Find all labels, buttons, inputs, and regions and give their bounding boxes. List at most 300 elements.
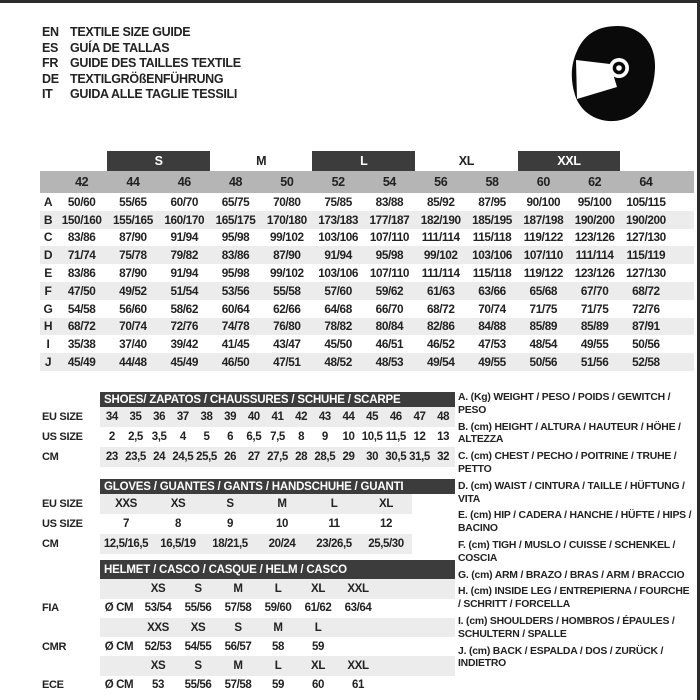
- table-cell: 52/58: [632, 355, 660, 370]
- gloves-cell: 18/21,5: [212, 538, 248, 550]
- shoes-section: [42, 392, 455, 467]
- table-row: [40, 229, 694, 247]
- shoes-cell: 29: [342, 451, 355, 463]
- standard-label-cmr: CMR: [42, 640, 67, 653]
- table-cell: 41/45: [221, 337, 250, 352]
- shoes-cell: 2: [108, 431, 115, 443]
- table-cell: 83/86: [221, 248, 250, 263]
- helmet-size-header: L: [274, 660, 282, 673]
- standard-label-fia: FIA: [42, 602, 59, 615]
- guide-title: TEXTILE SIZE GUIDE: [70, 25, 191, 39]
- gloves-cell: 23/26,5: [316, 538, 352, 550]
- table-cell: 46/50: [221, 355, 250, 370]
- table-cell: 48/54: [529, 337, 558, 352]
- table-cell: 150/160: [61, 212, 102, 227]
- shoes-cell: 47: [413, 411, 426, 423]
- table-cell: 173/183: [318, 212, 359, 227]
- helmet-size-header: M: [233, 582, 243, 595]
- row-label: J: [44, 355, 52, 370]
- table-cell: 70/74: [478, 301, 506, 316]
- legend-item: E. (cm) HIP / CADERA / HANCHE / HÜFTE / HIPS / BACINO: [458, 510, 692, 535]
- gloves-cell: 7: [123, 518, 129, 530]
- gloves-cell: 8: [175, 518, 181, 530]
- table-cell: 103/106: [318, 266, 359, 281]
- table-cell: 71/74: [67, 248, 96, 263]
- shoes-cell: 24: [153, 451, 166, 463]
- helmet-value-cell: 57/58: [224, 679, 252, 692]
- table-cell: 85/92: [426, 194, 455, 209]
- helmet-standard-row: [42, 676, 455, 695]
- gloves-cell: 16,5/19: [160, 538, 196, 550]
- gloves-cell: XXS: [115, 498, 137, 510]
- gloves-row-grid: [100, 494, 412, 514]
- table-row: [40, 335, 694, 353]
- row-label: E: [44, 266, 52, 281]
- table-cell: 91/94: [324, 248, 352, 263]
- gloves-row: [42, 494, 455, 514]
- table-cell: 119/122: [523, 266, 563, 281]
- table-cell: 127/130: [625, 266, 666, 281]
- table-cell: 53/56: [221, 283, 250, 298]
- language-row: [42, 87, 241, 103]
- gloves-section: [42, 479, 455, 554]
- helmet-value-cell: 54/55: [184, 640, 212, 653]
- table-cell: 115/118: [472, 266, 512, 281]
- gloves-row-label: US SIZE: [42, 518, 83, 530]
- table-row: [40, 246, 694, 264]
- standard-label-ece: ECE: [42, 679, 64, 692]
- gloves-title-row: [42, 479, 455, 494]
- shoes-cell: 40: [247, 411, 260, 423]
- language-code: DE: [42, 71, 59, 86]
- shoes-cell: 27,5: [267, 451, 288, 463]
- shoes-cell: 38: [200, 411, 213, 423]
- guide-title: GUIDA ALLE TAGLIE TESSILI: [70, 87, 238, 101]
- table-cell: 46/51: [375, 337, 404, 352]
- table-cell: 64/68: [324, 301, 352, 316]
- table-cell: 45/50: [324, 337, 352, 352]
- gloves-cell: XL: [379, 498, 393, 510]
- table-cell: 68/72: [632, 283, 660, 298]
- helmet-size-header: XS: [150, 582, 166, 595]
- language-header: [42, 25, 241, 103]
- helmet-size-header: S: [194, 582, 202, 595]
- table-cell: 165/175: [215, 212, 256, 227]
- helmet-size-header: L: [314, 621, 322, 634]
- legend-item: F. (cm) TIGH / MUSLO / CUISSE / SCHENKEL / COSCIA: [458, 539, 676, 564]
- table-cell: 66/70: [375, 301, 404, 316]
- shoes-row: [42, 427, 455, 447]
- guide-title: GUIDE DES TAILLES TEXTILE: [70, 56, 241, 70]
- diameter-unit-label: Ø CM: [104, 640, 134, 653]
- shoes-cell: 39: [224, 411, 237, 423]
- gloves-cell: 10: [276, 518, 288, 530]
- table-cell: 43/47: [273, 337, 301, 352]
- shoes-cell: 41: [271, 411, 284, 423]
- gloves-row-label: EU SIZE: [42, 498, 83, 510]
- helmet-size-header: M: [273, 621, 283, 634]
- table-cell: 123/126: [574, 266, 615, 281]
- table-cell: 37/40: [119, 337, 147, 352]
- helmet-value-cell: 52/53: [144, 640, 172, 653]
- table-cell: 111/114: [575, 248, 614, 263]
- helmet-sizes-row: [42, 656, 455, 675]
- table-cell: 67/70: [580, 283, 609, 298]
- table-cell: 57/60: [324, 283, 352, 298]
- table-cell: 60/70: [170, 194, 198, 209]
- language-row: [42, 41, 241, 57]
- textile-size-table: [40, 147, 694, 371]
- gloves-row-grid: [100, 534, 412, 554]
- size-column-header: 56: [434, 175, 448, 189]
- helmet-size-header: L: [274, 582, 282, 595]
- table-cell: 48/53: [375, 355, 404, 370]
- shoes-cell: 23,5: [125, 451, 146, 463]
- row-label: I: [46, 337, 50, 352]
- table-cell: 51/54: [170, 283, 198, 298]
- shoes-cell: 25,5: [196, 451, 217, 463]
- shoes-cell: 11,5: [385, 431, 406, 443]
- table-cell: 44/48: [119, 355, 147, 370]
- shoes-cell: 12: [413, 431, 426, 443]
- table-cell: 75/78: [119, 248, 147, 263]
- table-cell: 87/95: [478, 194, 506, 209]
- table-cell: 58/62: [170, 301, 198, 316]
- shoes-cell: 28: [295, 451, 308, 463]
- table-cell: 61/63: [426, 283, 455, 298]
- helmet-sizes-grid: [100, 656, 455, 675]
- language-row: [42, 72, 241, 88]
- table-cell: 187/198: [523, 212, 564, 227]
- gloves-cell: S: [226, 498, 234, 510]
- helmet-value-cell: 59: [312, 640, 324, 653]
- size-column-header: 48: [228, 175, 243, 189]
- helmet-size-header: XS: [190, 621, 206, 634]
- helmet-size-header: XXL: [347, 660, 369, 673]
- helmet-value-cell: 55/56: [184, 679, 212, 692]
- table-cell: 87/91: [632, 319, 660, 334]
- helmet-size-header: S: [234, 621, 242, 634]
- label-spacer: [42, 560, 100, 579]
- guide-title: TEXTILGRÖßENFÜHRUNG: [70, 71, 224, 86]
- helmet-size-header: XL: [311, 660, 325, 673]
- table-cell: 49/52: [119, 283, 147, 298]
- size-group-s: S: [107, 151, 210, 171]
- shoes-cell: 6: [227, 431, 234, 443]
- size-group-xxl: XXL: [518, 151, 621, 171]
- table-cell: 50/56: [529, 355, 558, 370]
- table-row: [40, 282, 694, 300]
- size-column-header: 44: [126, 175, 140, 189]
- table-cell: 105/115: [626, 194, 666, 209]
- table-cell: 49/54: [426, 355, 455, 370]
- table-cell: 190/200: [574, 212, 615, 227]
- legend-item: C. (cm) CHEST / PECHO / POITRINE / TRUHE / PETTO: [458, 451, 677, 475]
- legend-item: G. (cm) ARM / BRAZO / BRAS / ARM / BRACCIO: [458, 569, 685, 581]
- gloves-cell: M: [277, 498, 287, 510]
- table-cell: 185/195: [472, 212, 512, 227]
- helmet-size-header: XL: [311, 582, 325, 595]
- table-cell: 84/88: [478, 319, 506, 334]
- shoes-cell: 2,5: [128, 431, 143, 443]
- helmet-sizes-grid: [100, 579, 455, 598]
- shoes-cell: 5: [203, 431, 210, 443]
- table-cell: 71/75: [580, 301, 609, 316]
- row-label: A: [43, 194, 53, 209]
- language-row: [42, 56, 241, 72]
- shoes-title-bar: SHOES/ ZAPATOS / CHAUSSURES / SCHUHE / SCARPE: [100, 392, 455, 407]
- shoes-cell: 24,5: [172, 451, 194, 463]
- table-cell: 182/190: [420, 212, 461, 227]
- size-column-header: 42: [75, 175, 89, 189]
- table-cell: 103/106: [318, 230, 359, 245]
- table-cell: 65/68: [529, 283, 558, 298]
- table-cell: 87/90: [273, 248, 301, 263]
- table-cell: 87/90: [119, 266, 147, 281]
- shoes-cell: 44: [342, 411, 355, 423]
- table-cell: 95/98: [221, 230, 250, 245]
- table-cell: 55/65: [119, 194, 147, 209]
- gloves-cell: 11: [328, 518, 340, 530]
- row-label: H: [43, 319, 53, 334]
- shoes-cell: 37: [176, 411, 189, 423]
- table-cell: 95/100: [577, 194, 612, 209]
- table-cell: 111/114: [421, 230, 460, 245]
- language-row: [42, 25, 241, 41]
- measurement-legend: [458, 392, 692, 675]
- shoes-cell: 31,5: [409, 451, 430, 463]
- language-code: EN: [42, 25, 59, 39]
- table-cell: 78/82: [324, 319, 352, 334]
- legend-item: A. (Kg) WEIGHT / PESO / POIDS / GEWITCH / PESO: [458, 392, 671, 416]
- table-cell: 115/118: [472, 230, 512, 245]
- shoes-row-label: US SIZE: [42, 431, 83, 443]
- helmet-value-cell: 53/54: [144, 602, 172, 615]
- legend-item: I. (cm) SHOULDERS / HOMBROS / ÉPAULES / SCHULTERN / SPALLE: [458, 615, 675, 640]
- helmet-sizes-row: [42, 618, 455, 637]
- guide-title: GUÍA DE TALLAS: [70, 40, 170, 55]
- table-cell: 68/72: [67, 319, 96, 334]
- shoes-cell: 7,5: [270, 431, 285, 443]
- table-cell: 72/76: [170, 319, 198, 334]
- table-cell: 155/165: [113, 212, 153, 227]
- table-row: [40, 193, 694, 211]
- helmet-size-header: XS: [150, 660, 166, 673]
- table-cell: 190/200: [625, 212, 666, 227]
- table-cell: 83/88: [375, 194, 404, 209]
- size-column-header: 52: [331, 175, 345, 189]
- table-cell: 99/102: [269, 266, 304, 281]
- shoes-cell: 8: [298, 431, 305, 443]
- gloves-cell: 12: [380, 518, 392, 530]
- gloves-cell: 20/24: [268, 538, 296, 550]
- diameter-unit-label: Ø CM: [104, 679, 134, 692]
- shoes-row-grid: [100, 427, 455, 447]
- shoes-cell: 10: [342, 431, 355, 443]
- language-code: FR: [42, 56, 59, 70]
- row-label: F: [44, 283, 52, 298]
- table-cell: 103/106: [472, 248, 512, 263]
- gloves-cell: 25,5/30: [368, 538, 404, 550]
- table-cell: 72/76: [632, 301, 660, 316]
- helmet-title-row: [42, 560, 455, 579]
- table-cell: 115/119: [626, 248, 666, 263]
- table-cell: 95/98: [375, 248, 404, 263]
- shoes-cell: 26: [224, 451, 237, 463]
- gloves-cell: 9: [227, 518, 233, 530]
- table-cell: 49/55: [478, 355, 506, 370]
- table-cell: 50/56: [632, 337, 660, 352]
- table-row: [40, 353, 694, 371]
- size-column-header: 64: [639, 175, 653, 189]
- row-label: B: [43, 212, 53, 227]
- row-label: D: [43, 248, 53, 263]
- table-cell: 119/122: [523, 230, 563, 245]
- shoes-row-grid: [100, 447, 455, 467]
- measurement-rows: [40, 193, 694, 371]
- table-cell: 54/58: [67, 301, 96, 316]
- shoes-cell: 3,5: [151, 431, 167, 443]
- shoes-cell: 42: [295, 411, 308, 423]
- shoes-title-row: [42, 392, 455, 407]
- helmet-value-cell: 59/60: [264, 602, 292, 615]
- table-cell: 90/100: [526, 194, 561, 209]
- shoes-cell: 30,5: [385, 451, 407, 463]
- table-cell: 59/62: [375, 283, 404, 298]
- size-group-band: [40, 147, 694, 171]
- size-group-m: M: [256, 154, 267, 168]
- table-cell: 50/60: [67, 194, 96, 209]
- table-cell: 99/102: [269, 230, 304, 245]
- table-cell: 70/80: [273, 194, 301, 209]
- shoes-row: [42, 407, 455, 427]
- table-cell: 87/90: [119, 230, 147, 245]
- table-cell: 47/51: [273, 355, 301, 370]
- helmet-value-cell: 60: [312, 679, 324, 692]
- table-cell: 65/75: [221, 194, 250, 209]
- shoes-cell: 9: [321, 431, 328, 443]
- diameter-unit-label: Ø CM: [104, 602, 134, 615]
- helmet-value-cell: 63/64: [344, 602, 372, 615]
- table-cell: 47/50: [67, 283, 96, 298]
- size-group-xl: XL: [458, 154, 475, 168]
- table-cell: 91/94: [170, 230, 198, 245]
- gloves-row: [42, 514, 455, 534]
- shoes-row-label: CM: [42, 451, 59, 463]
- shoes-cell: 4: [179, 431, 186, 443]
- table-cell: 45/49: [67, 355, 96, 370]
- helmet-value-cell: 61: [352, 679, 364, 692]
- table-row: [40, 264, 694, 282]
- helmet-value-cell: 57/58: [224, 602, 252, 615]
- table-cell: 62/66: [273, 301, 301, 316]
- table-cell: 49/55: [580, 337, 609, 352]
- table-cell: 107/110: [369, 266, 410, 281]
- gloves-cell: L: [330, 498, 338, 510]
- table-cell: 83/86: [67, 266, 96, 281]
- legend-item: B. (cm) HEIGHT / ALTURA / HAUTEUR / HÖHE / ALTEZZA: [458, 421, 681, 446]
- racing-helmet-icon: [569, 23, 659, 125]
- table-cell: 91/94: [170, 266, 198, 281]
- table-cell: 123/126: [574, 230, 615, 245]
- table-cell: 70/74: [119, 319, 147, 334]
- helmet-size-header: S: [194, 660, 202, 673]
- helmet-sizes-grid: [100, 618, 455, 637]
- table-row: [40, 211, 694, 229]
- size-column-header: 50: [280, 175, 294, 189]
- language-code: ES: [42, 40, 59, 55]
- language-code: IT: [42, 87, 53, 101]
- helmet-value-cell: 61/62: [304, 602, 332, 615]
- helmet-value-cell: 55/56: [184, 602, 212, 615]
- shoes-cell: 48: [437, 411, 450, 423]
- table-cell: 51/56: [580, 355, 609, 370]
- table-row: [40, 300, 694, 318]
- shoes-row-label: EU SIZE: [42, 411, 83, 423]
- helmet-value-cell: 56/57: [224, 640, 252, 653]
- shoes-cell: 35: [129, 411, 142, 423]
- shoes-cell: 10,5: [361, 431, 383, 443]
- table-cell: 75/85: [324, 194, 352, 209]
- helmet-title-bar: HELMET / CASCO / CASQUE / HELM / CASCO: [100, 560, 455, 579]
- shoes-cell: 13: [437, 431, 450, 443]
- gloves-cell: XS: [170, 498, 186, 510]
- table-cell: 127/130: [625, 230, 666, 245]
- helmet-standard-row: [42, 599, 455, 618]
- helmet-value-cell: 53: [152, 679, 164, 692]
- table-cell: 60/64: [221, 301, 250, 316]
- table-cell: 74/78: [221, 319, 250, 334]
- table-cell: 85/89: [580, 319, 609, 334]
- shoes-row-grid: [100, 407, 455, 427]
- table-cell: 160/170: [164, 212, 205, 227]
- table-cell: 80/84: [375, 319, 404, 334]
- table-cell: 85/89: [529, 319, 558, 334]
- table-cell: 35/38: [67, 337, 96, 352]
- shoes-cell: 30: [366, 451, 379, 463]
- gloves-title-bar: GLOVES / GUANTES / GANTS / HANDSCHUHE / GUANTI: [100, 479, 455, 494]
- table-cell: 76/80: [273, 319, 301, 334]
- helmet-size-header: M: [233, 660, 243, 673]
- shoes-cell: 32: [437, 451, 450, 463]
- table-cell: 68/72: [426, 301, 455, 316]
- shoes-cell: 27: [247, 451, 260, 463]
- table-cell: 82/86: [426, 319, 455, 334]
- size-column-header-row: [40, 171, 694, 193]
- table-cell: 111/114: [421, 266, 460, 281]
- helmet-value-cell: 59: [272, 679, 284, 692]
- table-cell: 63/66: [478, 283, 506, 298]
- gloves-cell: 12,5/16,5: [103, 538, 149, 550]
- helmet-size-header: XXS: [147, 621, 169, 634]
- helmet-standard-row: [42, 637, 455, 656]
- table-cell: 45/49: [170, 355, 198, 370]
- table-cell: 55/58: [273, 283, 301, 298]
- shoes-cell: 43: [318, 411, 331, 423]
- shoes-cell: 28,5: [314, 451, 336, 463]
- gloves-row-label: CM: [42, 538, 59, 550]
- table-cell: 71/75: [529, 301, 558, 316]
- shoes-cell: 45: [366, 411, 379, 423]
- label-spacer: [42, 392, 100, 407]
- helmet-size-header: XXL: [347, 582, 369, 595]
- shoes-cell: 34: [105, 411, 118, 423]
- label-spacer: [42, 479, 100, 494]
- shoes-cell: 6,5: [246, 431, 262, 443]
- table-cell: 107/110: [369, 230, 410, 245]
- legend-item: H. (cm) INSIDE LEG / ENTREPIERNA / FOURCHE / SCHRITT / FORCELLA: [458, 586, 690, 611]
- size-column-header: 54: [382, 175, 396, 189]
